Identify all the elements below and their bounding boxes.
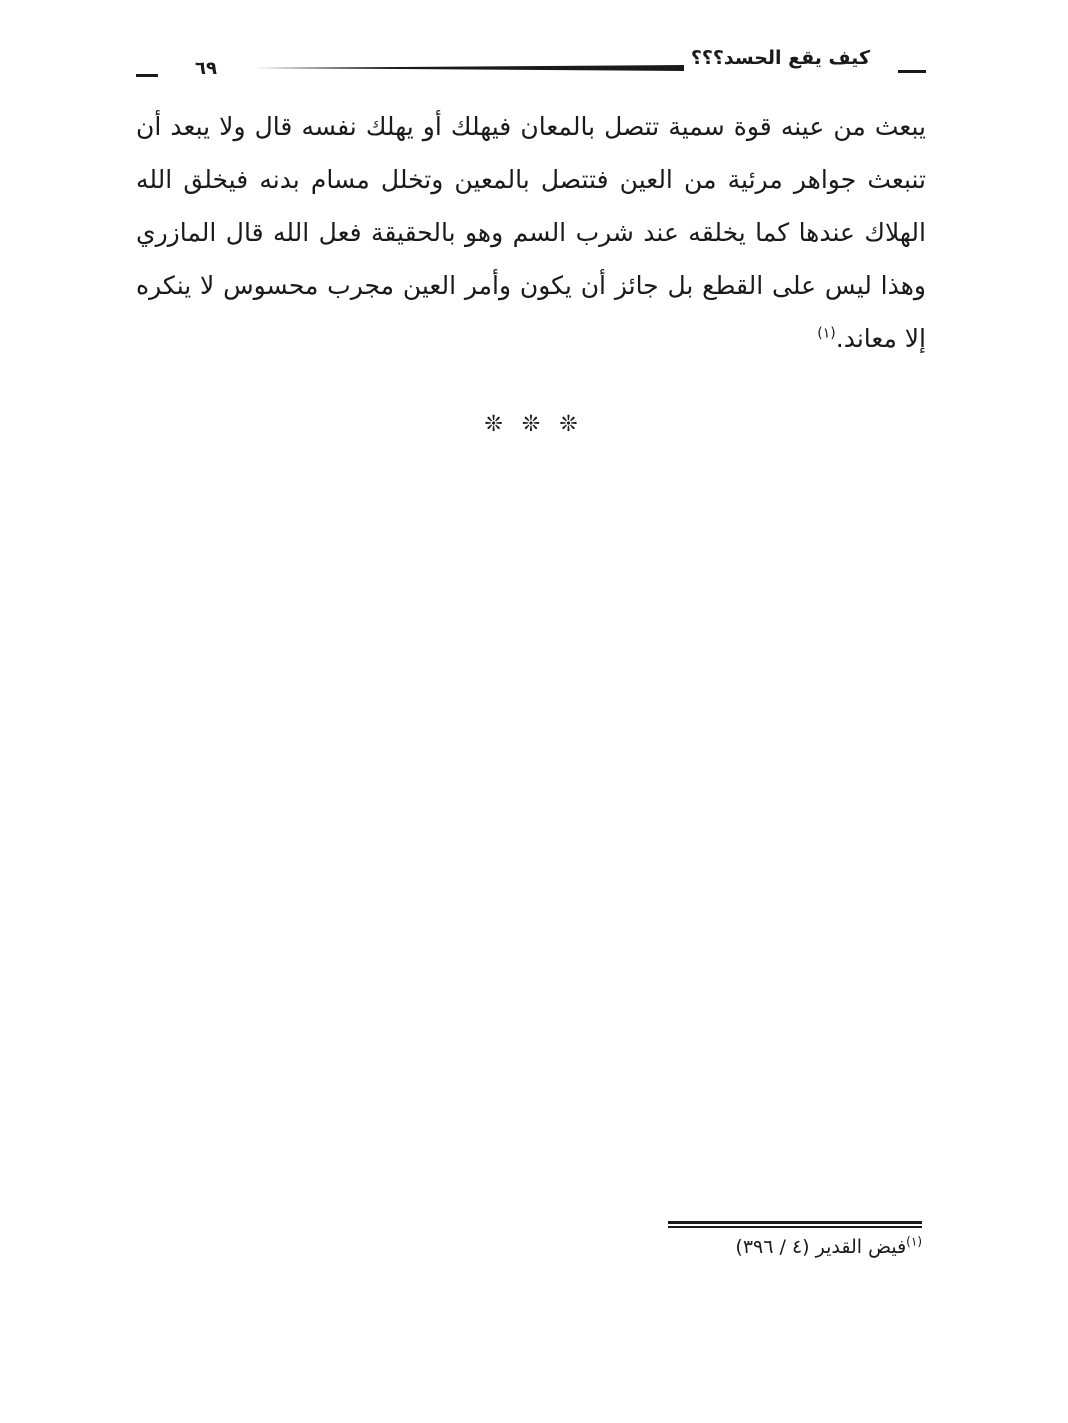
body-paragraph (136, 100, 926, 365)
footnote-reference: (١) (817, 325, 836, 342)
footnote-number: (١) (906, 1234, 922, 1249)
page-number: ٦٩ (195, 58, 217, 79)
section-separator: ❊ ❊ ❊ (484, 412, 584, 437)
footnote-text: فيض القدير (٤ / ٣٩٦) (735, 1236, 907, 1258)
footnote-rule (668, 1221, 922, 1229)
header-tapered-rule (248, 64, 684, 72)
header-short-rule-right (898, 70, 926, 73)
paragraph-text: يبعث من عينه قوة سمية تتصل بالمعان فيهلك أو يهلك نفسه قال ولا يبعد أن تنبعث جواهر مرئية من العين فتتصل بالمعين وتخلل مسام بدنه فيخلق الله الهلاك عندها كما يخلقه عند شرب السم وهو بالحقيقة فعل الله قال المازري وهذا ليس على القطع بل جائز أن يكون وأمر العين مجرب محسوس لا ينكره إلا معاند. (136, 112, 926, 353)
footnote (600, 1234, 922, 1260)
running-title: كيف يقع الحسد؟؟؟ (690, 47, 870, 69)
header-short-rule-left (136, 74, 158, 77)
